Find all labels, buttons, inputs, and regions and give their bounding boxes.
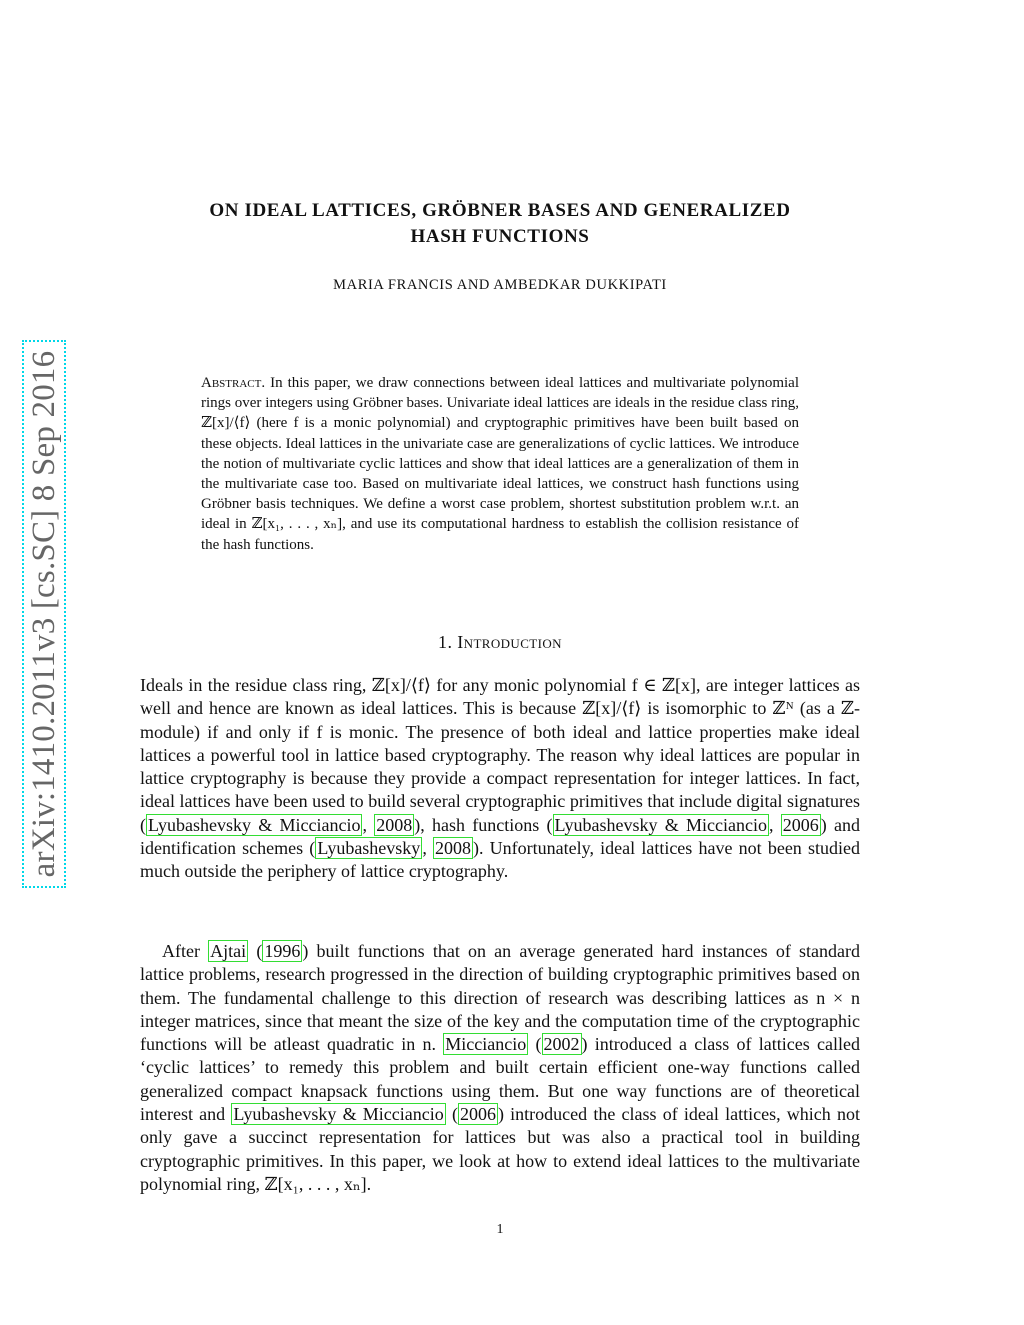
citation-link[interactable]: Lyubashevsky & Micciancio [233,1104,444,1125]
text-segment: ( [248,941,263,961]
text-segment: After [162,941,209,961]
text-segment: Ideals in the residue class ring, ℤ[x]/⟨f⟩ for any monic polynomial f ∈ ℤ[x], are integer lattices as well and hence are known as ideal lattices. This is because ℤ[x]/⟨f⟩ is isomorphic to ℤᴺ (as a ℤ-module) if and only if f is monic. The presence of both ideal and lattice properties make ideal lattices a powerful tool in lattice based cryptography. The reason why ideal lattices are popular in lattice cryptography is because they provide a compact representation for integer lattices. In fact, ideal lattices have been used to build several cryptographic primitives that include digital signatures ( [140,675,860,835]
section-title: Introduction [457,632,562,652]
text-segment: ) and identification schemes ( [140,814,861,859]
citation-year-link[interactable]: 2006 [782,814,819,835]
citation-year-link[interactable]: 2002 [543,1034,580,1055]
citation-year-link[interactable]: 1996 [264,941,301,961]
citation-link[interactable]: Lyubashevsky & Micciancio [148,814,361,835]
text-segment: , [422,838,433,859]
intro-paragraph-2 [140,940,860,1196]
abstract-label: Abstract. [201,375,266,391]
text-segment: ), hash functions ( [414,814,553,835]
text-segment: ) built functions that on an average generated hard instances of standard lattice problems, research progressed in the direction of building cryptographic primitives based on them. The fundamental challenge to this direction of research was describing lattices as n × n integer matrices, since that meant the size of the key and the computation time of the cryptographic functions will be atleast quadratic in n. [140,941,860,1055]
section-heading [140,632,860,653]
abstract-text: In this paper, we draw connections between ideal lattices and multivariate polynomial rings over integers using Gröbner bases. Univariate ideal lattices are ideals in the residue class ring, ℤ[x]/⟨f⟩ (here f is a monic polynomial) and cryptographic primitives have been built based on these objects. Ideal lattices in the univariate case are generalizations of cyclic lattices. We introduce the notion of multivariate cyclic lattices and show that ideal lattices are a generalization of them in the multivariate case too. Based on multivariate ideal lattices, we construct hash functions using Gröbner basis techniques. We define a worst case problem, shortest substitution problem w.r.t. an ideal in ℤ[x₁, . . . , xₙ], and use its computational hardness to establish the collision resistance of the hash functions. [201,375,800,553]
citation-link[interactable]: Lyubashevsky [317,838,421,859]
text-segment: , [362,814,375,835]
text-segment: ) introduced a class of lattices called ‘cyclic lattices’ to remedy this problem and built certain efficient one-way functions called generalized compact knapsack functions using them. But one way functions are of theoretical interest and [140,1034,860,1125]
paper-title [140,198,860,250]
citation-link[interactable]: Micciancio [445,1034,527,1055]
arxiv-identifier: arXiv:1410.2011v3 [cs.SC] 8 Sep 2016 [26,350,62,878]
page-number: 1 [496,1222,504,1237]
paper-authors: MARIA FRANCIS AND AMBEDKAR DUKKIPATI [333,277,667,293]
citation-link[interactable]: Lyubashevsky & Micciancio [554,814,767,835]
text-segment: ). Unfortunately, ideal lattices have not been studied much outside the periphery of lattice cryptography. [140,838,860,882]
abstract [201,373,799,555]
text-segment: ( [528,1034,542,1055]
title-line-2: HASH FUNCTIONS [410,226,590,247]
citation-year-link[interactable]: 2006 [459,1104,496,1125]
citation-link[interactable]: Ajtai [210,941,247,961]
citation-year-link[interactable]: 2008 [435,838,471,859]
text-segment: , [769,814,781,835]
text-segment: ( [445,1104,458,1125]
intro-paragraph-1 [140,674,860,884]
citation-year-link[interactable]: 2008 [376,814,413,835]
text-segment: ) introduced the class of ideal lattices, which not only gave a succinct representation for lattices but was also a practical tool in building cryptographic primitives. In this paper, we look at how to extend ideal lattices to the multivariate polynomial ring, ℤ[x₁, . . . , xₙ]. [140,1104,860,1194]
title-line-1: ON IDEAL LATTICES, GRÖBNER BASES AND GENERALIZED [209,200,791,221]
section-number: 1. [438,632,453,652]
